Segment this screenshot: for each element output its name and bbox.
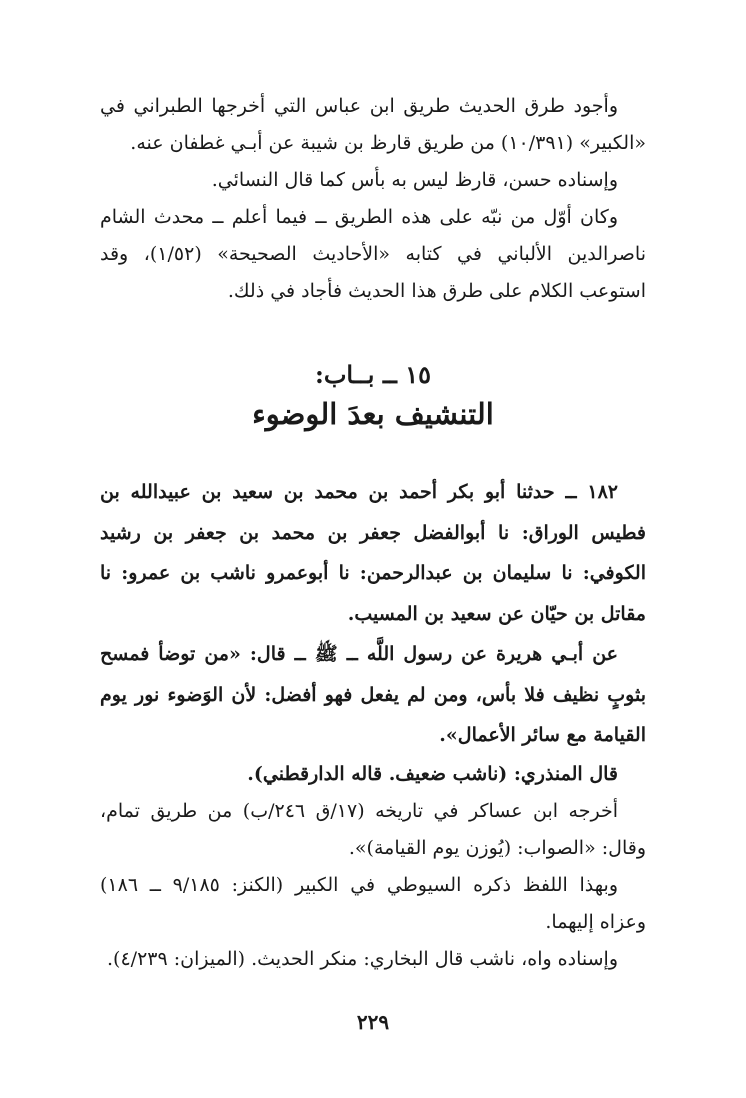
chapter-title: التنشيف بعدَ الوضوء: [252, 397, 494, 431]
note-mundhiri: قال المنذري: (ناشب ضعيف. قاله الدارقطني).: [247, 762, 618, 785]
note-suyuti: وبهذا اللفظ ذكره السيوطي في الكبير (الكنز: ٩/١٨٥ ــ ١٨٦) وعزاه إليهما.: [100, 873, 646, 933]
intro-paragraph-3: وكان أوّل من نبّه على هذه الطريق ــ فيما أعلم ــ محدث الشام ناصرالدين الألباني في كتابه «الأحاديث الصحيحة» (١/٥٢)، وقد استوعب الكلام على طرق هذا الحديث فأجاد في ذلك.: [100, 206, 646, 302]
notes-section: [100, 756, 646, 978]
intro-section: [100, 88, 646, 310]
hadith-section: [100, 472, 646, 756]
intro-paragraph-1: وأجود طرق الحديث طريق ابن عباس التي أخرجها الطبراني في «الكبير» (١٠/٣٩١) من طريق قارظ بن شيبة عن أبـي غطفان عنه.: [100, 95, 646, 154]
book-page: [100, 88, 646, 978]
intro-paragraph-2: وإسناده حسن، قارظ ليس به بأس كما قال النسائي.: [211, 169, 618, 191]
page-number: ٢٢٩: [356, 1010, 390, 1034]
chapter-heading: [100, 358, 646, 436]
chapter-number: ١٥ ــ بــاب:: [314, 360, 432, 389]
hadith-isnad: ١٨٢ ــ حدثنا أبو بكر أحمد بن محمد بن سعيد بن عبيدالله بن فطيس الوراق: نا أبوالفضل جعفر بن محمد بن جعفر بن رشيد الكوفي: نا سليمان بن عبدالرحمن: نا أبوعمرو ناشب بن عمرو: نا مقاتل بن حيّان عن سعيد بن المسيب.: [100, 481, 646, 625]
note-ibn-asakir: أخرجه ابن عساكر في تاريخه (١٧/ق ٢٤٦/ب) من طريق تمام، وقال: «الصواب: (يُوزن يوم القيامة)».: [100, 799, 646, 859]
hadith-matn: عن أبـي هريرة عن رسول اللَّه ــ ﷺ ــ قال: «من توضأ فمسح بثوبٍ نظيف فلا بأس، ومن لم يفعل فهو أفضل: لأن الوَضوء نور يوم القيامة مع سائر الأعمال».: [100, 643, 646, 746]
note-isnad-grade: وإسناده واه، ناشب قال البخاري: منكر الحديث. (الميزان: ٤/٢٣٩).: [107, 947, 618, 970]
